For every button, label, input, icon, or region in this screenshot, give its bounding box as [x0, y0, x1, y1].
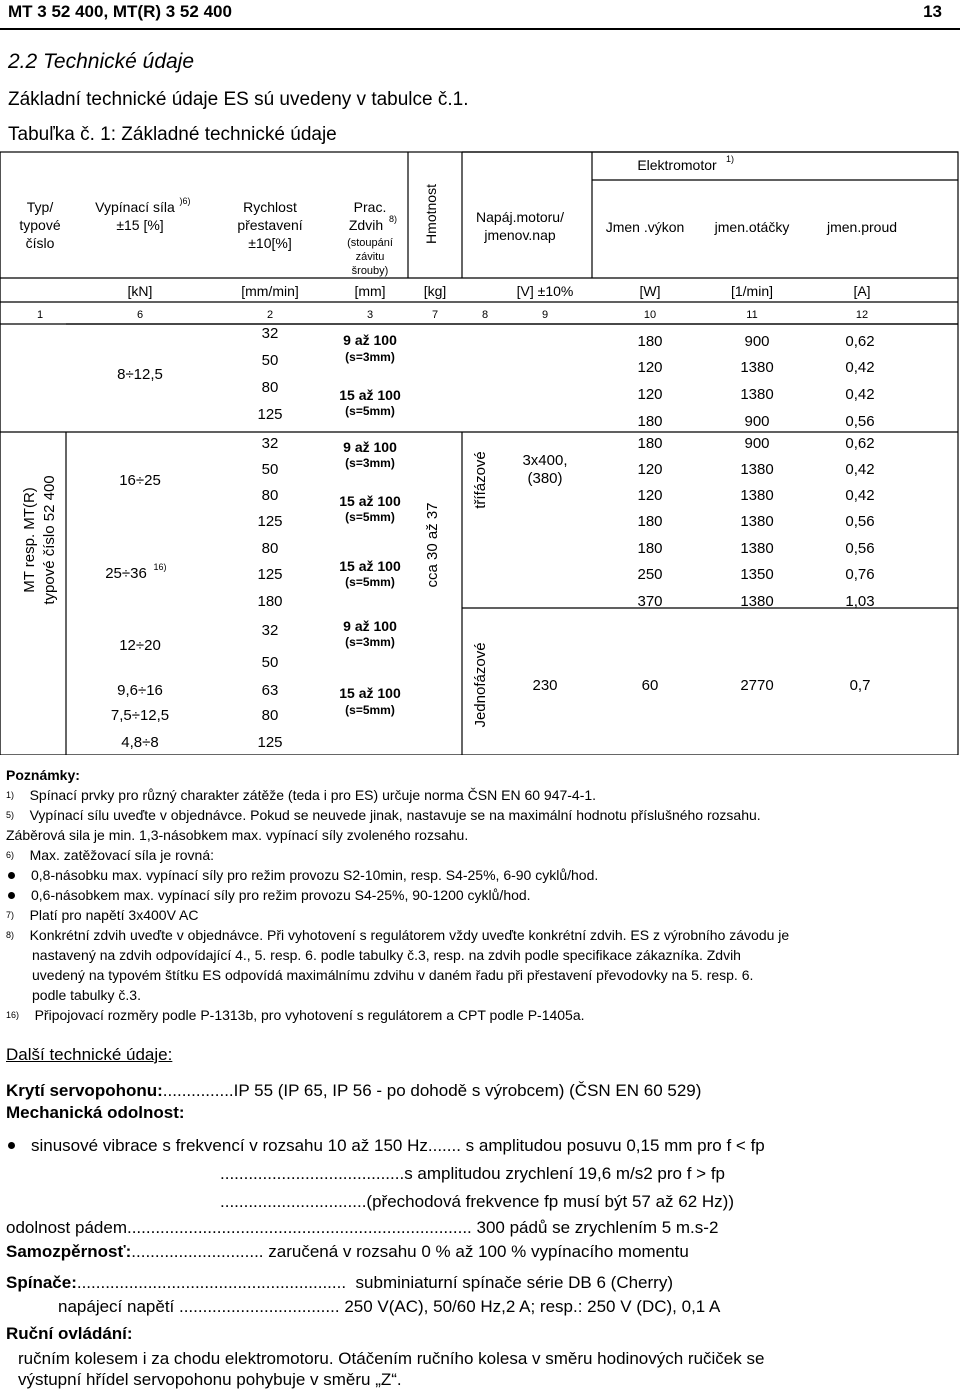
document-code: MT 3 52 400, MT(R) 3 52 400 — [8, 2, 232, 21]
page-header — [0, 0, 960, 30]
note-16: $^{16)}$ Připojovací rozměry podle P-1313b, pro vyhotovení s regulátorem a CPT podle P-1405a. — [6, 1007, 585, 1023]
col-sila-l1: Vypínací síla — [95, 199, 175, 215]
col-proud: jmen.proud — [826, 219, 898, 235]
power-4: 180 — [637, 413, 663, 430]
colnum-7: 9 — [541, 309, 549, 321]
weight-value: cca 30 až 37 — [424, 502, 441, 588]
current-1: 0,62 — [845, 333, 875, 350]
current-8: 0,56 — [845, 513, 875, 530]
supply-row: napájecí napětí .................................. 250 V(AC), 50/60 Hz,2 A; resp.: 250 V (DC), 0,1 A — [58, 1297, 721, 1316]
power-5: 180 — [637, 435, 663, 452]
unit-mm: [mm] — [354, 283, 386, 299]
manual-line-2: výstupní hřídel servopohonu pohybuje v směru „Z“. — [18, 1370, 402, 1389]
colnum-1: 1 — [36, 309, 44, 321]
phase-three: třífázové — [472, 451, 489, 509]
note-1: $^{1)}$ Spínací prvky pro různý charakter zátěže (teda i pro ES) určuje norma ČSN EN 60 947-4-1. — [6, 787, 597, 803]
stroke-b-2-s: (s=5mm) — [345, 510, 395, 524]
col-napaj-l2: jmenov.nap — [484, 227, 556, 243]
rpm-8: 1380 — [740, 513, 774, 530]
power-8: 180 — [637, 513, 663, 530]
note-7: $^{7)}$ Platí pro napětí 3x400V AC — [6, 907, 199, 923]
voltage-single: 230 — [532, 677, 558, 694]
col-typ-l1: Typ/ — [26, 199, 54, 215]
rpm-6: 1380 — [740, 461, 774, 478]
note-8-cont-3: podle tabulky č.3. — [32, 987, 141, 1003]
speed-9: 80 — [261, 540, 279, 557]
stroke-a-2-s: (s=3mm) — [345, 456, 395, 470]
current-4: 0,56 — [845, 413, 875, 430]
speed-11: 180 — [257, 593, 283, 610]
force-7: 4,8÷8 — [121, 734, 159, 751]
col-zdvih-small-1: (stoupání — [347, 237, 393, 249]
col-sila-sup: )6) — [179, 196, 191, 206]
note-5-cont: Záběrová sila je min. 1,3-násobkem max. vypínací síly zvoleného rozsahu. — [6, 827, 469, 843]
rpm-9: 1380 — [740, 540, 774, 557]
speed-7: 80 — [261, 487, 279, 504]
single-rpm: 2770 — [740, 677, 774, 694]
colnum-5: 7 — [431, 309, 439, 321]
page-number: 13 — [923, 2, 942, 21]
rpm-10: 1350 — [740, 566, 774, 583]
stroke-b-4-s: (s=5mm) — [345, 703, 395, 717]
colnum-2: 6 — [136, 309, 144, 321]
force-3: 25÷36 — [105, 565, 147, 582]
speed-6: 50 — [261, 461, 279, 478]
bullet-icon — [8, 872, 15, 879]
col-rychlost-l2: přestavení — [237, 217, 303, 233]
col-rychlost-l3: ±10[%] — [248, 235, 292, 251]
notes-title: Poznámky: — [6, 767, 80, 783]
note-6-bullet-2: 0,6-násobkem max. vypínací síly pro režim provozu S4-25%, 90-1200 cyklů/hod. — [6, 885, 789, 905]
single-current: 0,7 — [849, 677, 871, 694]
current-10: 0,76 — [845, 566, 875, 583]
col-typ-l2: typové — [19, 217, 61, 233]
col-typ-l3: číslo — [25, 235, 55, 251]
kryti-row: Krytí servopohonu:...............IP 55 (IP 65, IP 56 - po dohodě s výrobcem) (ČSN EN 60 529) — [6, 1081, 702, 1100]
power-9: 180 — [637, 540, 663, 557]
force-3-sup: 16) — [153, 562, 167, 572]
power-2: 120 — [637, 359, 663, 376]
rpm-11: 1380 — [740, 593, 774, 610]
note-5: $^{5)}$ Vypínací sílu uveďte v objednávce. Pokud se neuvede jinak, nastavuje se na maximální hodnotu příslušného rozsahu. — [6, 807, 761, 823]
col-rychlost-l1: Rychlost — [243, 199, 297, 215]
speed-3: 80 — [261, 379, 279, 396]
current-3: 0,42 — [845, 386, 875, 403]
self-row: Samozpěrnosť:............................ zaručená v rozsahu 0 % až 100 % vypínacího momentu — [6, 1242, 689, 1261]
section-title: 2.2 Technické údaje — [8, 50, 195, 73]
stroke-b-3: 15 až 100 — [339, 558, 401, 574]
notes-section — [6, 765, 789, 1025]
unit-mmmin: [mm/min] — [241, 283, 299, 299]
unit-v: [V] ±10% — [516, 283, 574, 299]
further-title: Další technické údaje: — [6, 1045, 173, 1064]
unit-w: [W] — [639, 283, 661, 299]
power-6: 120 — [637, 461, 663, 478]
stroke-b-3-s: (s=5mm) — [345, 575, 395, 589]
note-8-cont-1: nastavený na zdvih odpovídající 4., 5. resp. 6. podle tabulky č.3, resp. na zdvih podle specifikace zákazníka. Zdvih — [32, 947, 741, 963]
col-sila-l2: ±15 [%] — [116, 217, 164, 233]
col-zdvih-small-3: šrouby) — [351, 265, 389, 277]
power-7: 120 — [637, 487, 663, 504]
colnum-10: 12 — [855, 309, 869, 321]
note-6-bullet-1: 0,8-násobku max. vypínací síly pro režim provozu S2-10min, resp. S4-25%, 6-90 cyklů/hod. — [6, 865, 789, 885]
speed-10: 125 — [257, 566, 283, 583]
side-label-1: MT resp. MT(R) — [21, 487, 38, 593]
switch-row: Spínače:......................................................... subminiaturní spínače série DB 6 (Cherry) — [6, 1273, 673, 1292]
current-7: 0,42 — [845, 487, 875, 504]
elektromotor-title: Elektromotor — [637, 157, 717, 173]
manual-line-1: ručním kolesem i za chodu elektromotoru. Otáčením ručního kolesa v směru hodinových ručiček se — [18, 1349, 765, 1368]
vib-row-3: ...............................(přechodová frekvence fp musí být 57 až 62 Hz)) — [220, 1192, 734, 1211]
bullet-icon — [8, 1142, 15, 1149]
note-6: $^{6)}$ Max. zatěžovací síla je rovná: — [6, 847, 214, 863]
note-8-cont-2: uvedený na typovém štítku ES odpovídá maximálnímu zdvihu v daném řadu při přestavení převodovky na 5. resp. 6. — [32, 967, 754, 983]
speed-8: 125 — [257, 513, 283, 530]
force-5: 9,6÷16 — [117, 682, 163, 699]
rpm-4: 900 — [744, 413, 770, 430]
force-1: 8÷12,5 — [117, 366, 163, 383]
force-4: 12÷20 — [119, 637, 161, 654]
speed-5: 32 — [261, 435, 279, 452]
technical-table — [0, 150, 960, 755]
elektromotor-sup: 1) — [725, 154, 735, 164]
manual-title: Ruční ovládání: — [6, 1324, 133, 1343]
force-2: 16÷25 — [119, 472, 161, 489]
side-label-2: typové číslo 52 400 — [41, 475, 58, 605]
current-11: 1,03 — [845, 593, 875, 610]
mech-title: Mechanická odolnost: — [6, 1103, 185, 1122]
speed-16: 125 — [257, 734, 283, 751]
rpm-7: 1380 — [740, 487, 774, 504]
current-2: 0,42 — [845, 359, 875, 376]
rpm-3: 1380 — [740, 386, 774, 403]
colnum-4: 3 — [366, 309, 374, 321]
stroke-b-2: 15 až 100 — [339, 493, 401, 509]
col-zdvih-l1: Prac. — [353, 199, 387, 215]
stroke-b-1-s: (s=5mm) — [345, 404, 395, 418]
table-caption: Tabuľka č. 1: Základné technické údaje — [8, 124, 337, 145]
speed-2: 50 — [261, 352, 279, 369]
colnum-9: 11 — [746, 309, 758, 321]
colnum-3: 2 — [266, 309, 274, 321]
drop-row: odolnost pádem......................................................................... 300 pádů se zrychlením 5 m.s-2 — [6, 1218, 719, 1237]
col-zdvih-sup: 8) — [388, 214, 398, 224]
speed-1: 32 — [261, 325, 279, 342]
note-8: $^{8)}$ Konkrétní zdvih uveďte v objednávce. Při vyhotovení s regulátorem vždy uveďte konkrétní zdvih. ES z výrobního závodu je — [6, 927, 790, 943]
colnum-8: 10 — [643, 309, 657, 321]
speed-14: 63 — [261, 682, 279, 699]
stroke-a-3: 9 až 100 — [343, 618, 397, 634]
phase-single: Jednofázové — [472, 642, 489, 728]
vib-row-2: .......................................s amplitudou zrychlení 19,6 m/s2 pro f > fp — [220, 1164, 726, 1183]
voltage-three-1: 3x400, — [522, 452, 568, 469]
stroke-a-1-s: (s=3mm) — [345, 350, 395, 364]
speed-13: 50 — [261, 654, 279, 671]
voltage-three-2: (380) — [527, 470, 563, 487]
stroke-a-2: 9 až 100 — [343, 439, 397, 455]
current-9: 0,56 — [845, 540, 875, 557]
stroke-b-4: 15 až 100 — [339, 685, 401, 701]
stroke-a-1: 9 až 100 — [343, 332, 397, 348]
unit-kg: [kg] — [423, 283, 447, 299]
colnum-6: 8 — [481, 309, 489, 321]
unit-kn: [kN] — [127, 283, 153, 299]
stroke-a-3-s: (s=3mm) — [345, 635, 395, 649]
power-1: 180 — [637, 333, 663, 350]
bullet-icon — [8, 892, 15, 899]
unit-rpm: [1/min] — [730, 283, 774, 299]
col-napaj-l1: Napáj.motoru/ — [476, 209, 564, 225]
unit-a: [A] — [853, 283, 871, 299]
speed-12: 32 — [261, 622, 279, 639]
col-otacky: jmen.otáčky — [714, 219, 790, 235]
rpm-5: 900 — [744, 435, 770, 452]
intro-text: Základní technické údaje ES sú uvedeny v tabulce č.1. — [8, 89, 469, 110]
rpm-2: 1380 — [740, 359, 774, 376]
power-10: 250 — [637, 566, 663, 583]
vib-row-1: sinusové vibrace s frekvencí v rozsahu 10 až 150 Hz....... s amplitudou posuvu 0,15 mm pro f < fp — [6, 1136, 765, 1156]
col-zdvih-small-2: závitu — [355, 251, 385, 263]
speed-4: 125 — [257, 406, 283, 423]
speed-15: 80 — [261, 707, 279, 724]
single-power: 60 — [641, 677, 659, 694]
force-6: 7,5÷12,5 — [110, 707, 170, 724]
col-zdvih-l2: Zdvih — [348, 217, 384, 233]
rpm-1: 900 — [744, 333, 770, 350]
stroke-b-1: 15 až 100 — [339, 387, 401, 403]
current-6: 0,42 — [845, 461, 875, 478]
current-5: 0,62 — [845, 435, 875, 452]
col-vykon: Jmen .výkon — [605, 219, 685, 235]
col-hmotnost: Hmotnost — [423, 184, 439, 244]
power-11: 370 — [637, 593, 663, 610]
power-3: 120 — [637, 386, 663, 403]
